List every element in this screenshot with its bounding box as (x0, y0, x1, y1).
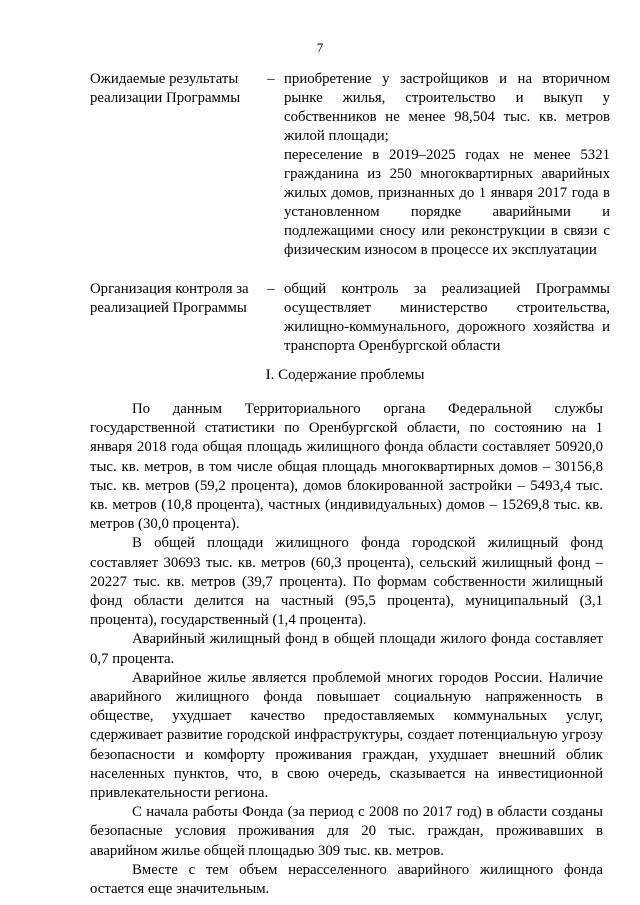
page-number: 7 (316, 40, 324, 55)
body-paragraph: С начала работы Фонда (за период с 2008 по 2017 год) в области созданы безопасные условия проживания для 20 тыс. граждан, проживавших в аварийном жилье общей площадью 309 тыс. кв. метров. (90, 804, 603, 859)
passport-row-dash: – (267, 71, 275, 87)
passport-row-value (284, 70, 610, 260)
passport-row-dash: – (267, 281, 275, 297)
passport-value-paragraph: общий контроль за реализацией Программы осуществляет министерство строительства, жилищно-коммунального, дорожного хозяйства и транспорта Оренбургской области (284, 281, 610, 354)
body-paragraph: Аварийное жилье является проблемой многих городов России. Наличие аварийного жилищного фонда повышает социальную напряженность в обществе, ухудшает качество предоставляемых коммунальных услуг, сдерживает развитие городской инфраструктуры, создает потенциальную угрозу безопасности и комфорту проживания граждан, ухудшает внешний облик населенных пунктов, что, в свою очередь, сказывается на инвестиционной привлекательности региона. (90, 669, 603, 802)
passport-row-control (90, 280, 610, 356)
passport-value-paragraph: приобретение у застройщиков и на вторичном рынке жилья, строительство и выкуп у собственников не менее 98,504 тыс. кв. метров жилой площади; (284, 71, 610, 144)
passport-value-paragraph: переселение в 2019–2025 годах не менее 5321 гражданина из 250 многоквартирных аварийных жилых домов, признанных до 1 января 2017 года в установленном порядке аварийными и подлежащими сносу или реконструкции в связи с физическим износом в процессе их эксплуатации (284, 147, 610, 258)
section-title: I. Содержание проблемы (265, 367, 425, 383)
body-paragraph: Аварийный жилищный фонд в общей площади жилого фонда составляет 0,7 процента. (90, 631, 603, 667)
body-text (90, 400, 603, 899)
passport-row-value (284, 280, 610, 356)
body-paragraph: По данным Территориального органа Федеральной службы государственной статистики по Оренбургской области, по состоянию на 1 января 2018 года общая площадь жилищного фонда области составляет 50920,0 тыс. кв. метров, в том числе общая площадь многоквартирных домов – 30156,8 тыс. кв. метров (59,2 процента), домов блокированной застройки – 5493,4 тыс. кв. метров (10,8 процента), частных (индивидуальных) домов – 15269,8 тыс. кв. метров (30,0 процента). (90, 401, 603, 533)
passport-row-label: Ожидаемые результаты реализации Программы (90, 71, 241, 106)
body-paragraph: В общей площади жилищного фонда городской жилищный фонд составляет 30693 тыс. кв. метров (60,3 процента), сельский жилищный фонд – 20227 тыс. кв. метров (39,7 процента). По формам собственности жилищный фонд области делится на частный (95,5 процента), муниципальный (3,1 процента), государственный (1,4 процента). (90, 535, 603, 629)
passport-row-label: Организация контроля за реализацией Программы (90, 281, 249, 316)
body-paragraph: Вместе с тем объем нерасселенного аварийного жилищного фонда остается еще значительным. (90, 861, 603, 898)
passport-row-expected-results (90, 70, 610, 260)
